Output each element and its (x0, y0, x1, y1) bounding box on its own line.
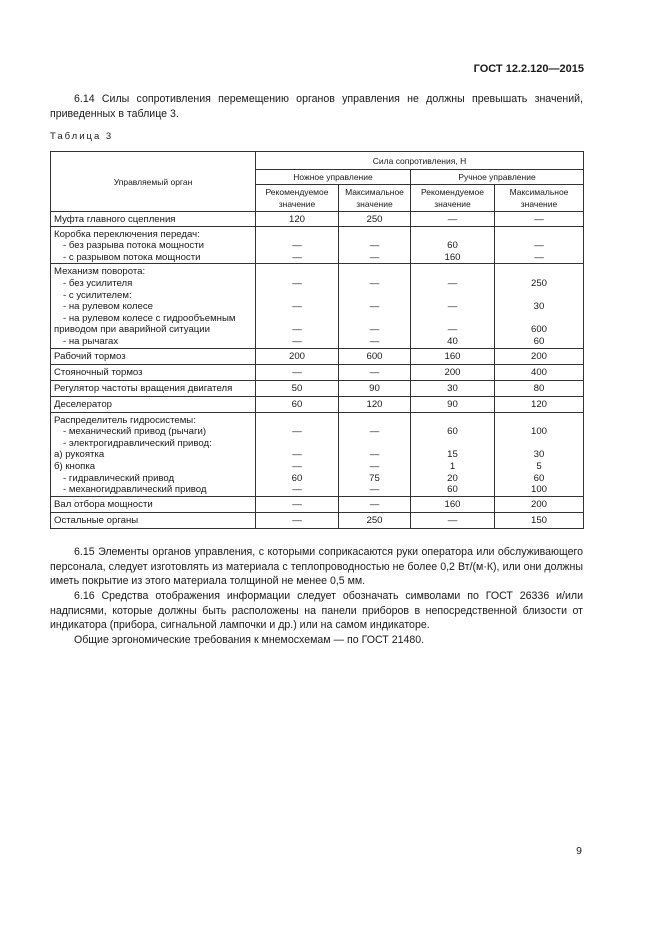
row-value-v2: — — (339, 226, 411, 264)
table-row (51, 380, 584, 396)
header-force: Сила сопротивления, Н (256, 152, 584, 170)
row-value-v3: 60 160 (411, 226, 495, 264)
row-organ-name: Распределитель гидросистемы: - механический привод (рычаги) - электрогидравлический привод: а) рукоятка б) кнопка - гидравлический привод - механогидравлический привод (51, 412, 256, 496)
document-header: ГОСТ 12.2.120—2015 (473, 63, 584, 75)
table-row (51, 348, 584, 364)
table-3 (50, 151, 584, 529)
row-value-v3: 90 (411, 396, 495, 412)
table-row (51, 496, 584, 512)
row-value-v2: 600 (339, 348, 411, 364)
row-organ-name: Вал отбора мощности (51, 496, 256, 512)
header-hand-control: Ручное управление (411, 170, 584, 185)
row-value-v2: 120 (339, 396, 411, 412)
table-row (51, 396, 584, 412)
row-organ-name: Остальные органы (51, 512, 256, 528)
row-organ-name: Муфта главного сцепления (51, 212, 256, 227)
row-value-v3: — (411, 512, 495, 528)
row-value-v3: — — — 40 (411, 264, 495, 348)
row-value-v2: 90 (339, 380, 411, 396)
row-value-v1: — (256, 512, 339, 528)
row-organ-name: Деселератор (51, 396, 256, 412)
row-value-v3: 160 (411, 496, 495, 512)
table-caption: Таблица 3 (50, 131, 114, 142)
paragraph-6-14: 6.14 Силы сопротивления перемещению органов управления не должны превышать значений, приведенных в таблице 3. (50, 93, 583, 120)
row-value-v2: 250 (339, 212, 411, 227)
row-value-v2: — — — — (339, 264, 411, 348)
row-value-v3: 60 15 1 20 60 (411, 412, 495, 496)
row-value-v3: — (411, 212, 495, 227)
table-row (51, 512, 584, 528)
header-recommended-hand: Рекомендуемое значение (411, 185, 495, 212)
header-recommended-foot: Рекомендуемое значение (256, 185, 339, 212)
row-value-v2: — — — 75 — (339, 412, 411, 496)
paragraph-6-16: 6.16 Средства отображения информации следует обозначать символами по ГОСТ 26336 и/или надписями, которые должны быть расположены на панели приборов в непосредственной близости от индикатора (прибора, сигнальной лампочки и др.) или на самом индикаторе. (50, 590, 583, 631)
row-value-v3: 160 (411, 348, 495, 364)
row-organ-name: Механизм поворота: - без усилителя - с усилителем: - на рулевом колесе - на рулевом колесе с гидрообъемным приводом при аварийной ситуации - на рычагах (51, 264, 256, 348)
row-value-v4: 120 (495, 396, 584, 412)
table-row (51, 412, 584, 496)
header-maximum-foot: Максимальное значение (339, 185, 411, 212)
row-value-v4: 200 (495, 496, 584, 512)
row-value-v4: 150 (495, 512, 584, 528)
row-value-v1: — (256, 364, 339, 380)
row-value-v4: 400 (495, 364, 584, 380)
row-value-v1: 50 (256, 380, 339, 396)
row-value-v4: 80 (495, 380, 584, 396)
row-value-v4: — — (495, 226, 584, 264)
table-row (51, 226, 584, 264)
table-row (51, 264, 584, 348)
row-value-v3: 200 (411, 364, 495, 380)
header-organ: Управляемый орган (51, 152, 256, 212)
row-organ-name: Рабочий тормоз (51, 348, 256, 364)
row-organ-name: Стояночный тормоз (51, 364, 256, 380)
header-foot-control: Ножное управление (256, 170, 411, 185)
row-value-v2: 250 (339, 512, 411, 528)
paragraph-general-requirements: Общие эргономические требования к мнемосхемам — по ГОСТ 21480. (74, 634, 425, 646)
row-value-v1: — (256, 496, 339, 512)
paragraph-6-15: 6.15 Элементы органов управления, с которыми соприкасаются руки оператора или обслуживающего персонала, следует изготовлять из материала с теплопроводностью не более 0,2 Вт/(м·К), или они должны иметь покрытие из этого материала толщиной не менее 0,5 мм. (50, 546, 583, 587)
page-number: 9 (576, 845, 582, 857)
row-organ-name: Регулятор частоты вращения двигателя (51, 380, 256, 396)
row-value-v4: 250 30 600 60 (495, 264, 584, 348)
header-maximum-hand: Максимальное значение (495, 185, 584, 212)
row-value-v2: — (339, 364, 411, 380)
row-organ-name: Коробка переключения передач: - без разрыва потока мощности - с разрывом потока мощности (51, 226, 256, 264)
row-value-v1: — — — — (256, 264, 339, 348)
row-value-v1: 60 (256, 396, 339, 412)
row-value-v1: 120 (256, 212, 339, 227)
row-value-v1: — — — 60 — (256, 412, 339, 496)
row-value-v3: 30 (411, 380, 495, 396)
row-value-v4: — (495, 212, 584, 227)
table-row (51, 212, 584, 227)
row-value-v4: 200 (495, 348, 584, 364)
table-row (51, 364, 584, 380)
row-value-v1: 200 (256, 348, 339, 364)
row-value-v2: — (339, 496, 411, 512)
row-value-v4: 100 30 5 60 100 (495, 412, 584, 496)
row-value-v1: — — (256, 226, 339, 264)
